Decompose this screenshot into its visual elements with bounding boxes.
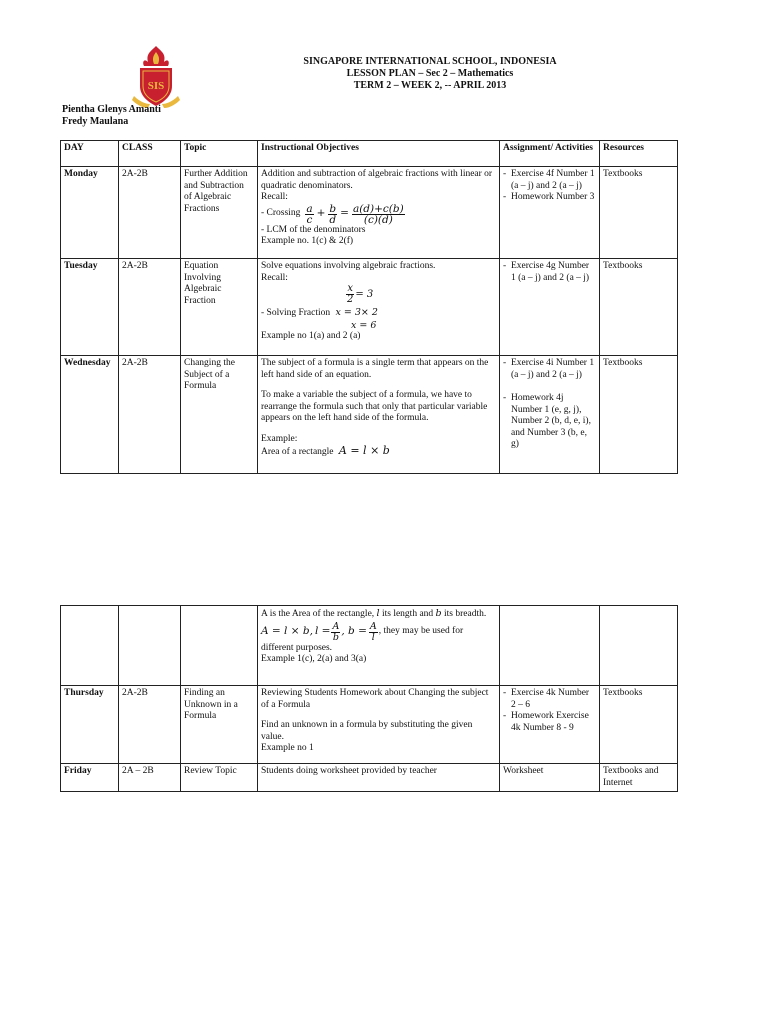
column-header-resources: Resources	[600, 141, 678, 167]
day-cell: Monday	[61, 167, 119, 259]
teacher-name: Pientha Glenys Amanti	[62, 104, 161, 115]
solving-result: x = 6	[351, 319, 377, 331]
numerator: a(d)+c(b)	[352, 202, 404, 215]
resources-cell: Textbooks	[600, 167, 678, 259]
assignment-cell	[500, 167, 600, 259]
continuation-text: different purposes.	[261, 642, 333, 653]
objectives-cell	[258, 356, 500, 474]
example-text: Example no. 1(c) & 2(f)	[261, 236, 354, 246]
column-header-assignment: Assignment/ Activities	[500, 141, 600, 167]
table-row	[61, 606, 678, 686]
day-cell: Friday	[61, 764, 119, 792]
topic-cell: Changing the Subject of a Formula	[181, 356, 258, 474]
topic-cell	[181, 606, 258, 686]
topic-cell: Review Topic	[181, 764, 258, 792]
class-cell: 2A-2B	[119, 686, 181, 764]
example-text: Example no 1(a) and 2 (a)	[261, 331, 361, 341]
denominator: 2	[347, 294, 354, 305]
numerator: A	[332, 620, 340, 632]
resources-cell: Textbooks and Internet	[600, 764, 678, 792]
day-cell: Wednesday	[61, 356, 119, 474]
numerator: x	[347, 283, 353, 294]
assignment-item: - Homework 4j Number 1 (e, g, j), Number 2 (b, d, e, i), and Number 3 (b, e, g)	[503, 393, 595, 451]
denominator: d	[329, 213, 337, 226]
text-fragment: its breadth.	[444, 609, 487, 619]
resources-cell	[600, 606, 678, 686]
table-header-row	[61, 141, 678, 167]
table-row	[61, 167, 678, 259]
example-text: Example no 1	[261, 743, 314, 753]
area-label: Area of a rectangle	[261, 447, 334, 457]
objectives-cell	[258, 606, 500, 686]
text-fragment: A is the Area of the rectangle,	[261, 609, 375, 619]
solving-label: - Solving Fraction	[261, 308, 331, 318]
area-formula: A = l × b	[338, 444, 390, 457]
assignment-item: - Exercise 4g Number 1 (a – j) and 2 (a – j)	[503, 261, 595, 284]
numerator: b	[329, 202, 337, 215]
table-row	[61, 356, 678, 474]
day-cell: Thursday	[61, 686, 119, 764]
column-header-topic: Topic	[181, 141, 258, 167]
objectives-cell	[258, 259, 500, 356]
assignment-item: - Exercise 4k Number 2 – 6	[503, 688, 595, 711]
class-cell	[119, 606, 181, 686]
denominator: c	[306, 213, 313, 226]
school-logo	[130, 44, 182, 110]
rearrange-formula	[261, 622, 495, 643]
topic-cell: Finding an Unknown in a Formula	[181, 686, 258, 764]
objective-text: Reviewing Students Homework about Changing the subject of a Formula	[261, 688, 489, 710]
text-fragment: , they may be used for	[378, 626, 464, 637]
topic-cell: Further Addition and Subtraction of Algebraic Fractions	[181, 167, 258, 259]
class-cell: 2A – 2B	[119, 764, 181, 792]
objective-text: Addition and subtraction of algebraic fractions with linear or quadratic denominators.	[261, 169, 493, 191]
objective-text: Find an unknown in a formula by substituting the given value.	[261, 720, 473, 742]
assignment-item: - Exercise 4f Number 1 (a – j) and 2 (a – j)	[503, 169, 595, 192]
area-line	[261, 445, 495, 459]
teacher-names	[62, 104, 161, 128]
crossing-label: - Crossing	[261, 208, 301, 219]
resources-cell: Textbooks	[600, 356, 678, 474]
assignment-cell	[500, 606, 600, 686]
teacher-name: Fredy Maulana	[62, 116, 129, 127]
flame-icon	[143, 46, 169, 66]
solving-line	[261, 307, 495, 320]
table-row	[61, 259, 678, 356]
objectives-cell: Students doing worksheet provided by teacher	[258, 764, 500, 792]
continuation-text	[261, 608, 495, 621]
assignment-cell: Worksheet	[500, 764, 600, 792]
class-cell: 2A-2B	[119, 167, 181, 259]
topic-cell: Equation Involving Algebraic Fraction	[181, 259, 258, 356]
day-cell: Tuesday	[61, 259, 119, 356]
lesson-plan-table-continued	[60, 605, 678, 792]
assignment-item: - Homework Exercise 4k Number 8 - 9	[503, 711, 595, 734]
math-symbol: b	[435, 608, 442, 619]
objective-text: Solve equations involving algebraic fractions.	[261, 261, 436, 271]
text-fragment: its length and	[381, 609, 434, 619]
example-label: Example:	[261, 433, 298, 444]
formula-part: , b =	[341, 625, 367, 638]
numerator: A	[369, 620, 377, 632]
example-text: Example 1(c), 2(a) and 3(a)	[261, 654, 367, 664]
equals-three: = 3	[355, 288, 374, 300]
column-header-class: CLASS	[119, 141, 181, 167]
objective-text: To make a variable the subject of a formula, we have to rearrange the formula such that only that particular variable appears on the left hand side of the formula.	[261, 390, 488, 423]
crossing-formula	[261, 204, 495, 225]
formula-part: A = l × b,	[261, 625, 313, 638]
numerator: a	[306, 202, 313, 215]
recall-label: Recall:	[261, 192, 288, 202]
denominator: b	[332, 631, 339, 643]
formula-part: l =	[314, 625, 331, 638]
plus-sign: +	[316, 207, 326, 220]
lcm-text: - LCM of the denominators	[261, 224, 366, 235]
column-header-day: DAY	[61, 141, 119, 167]
solving-step: x = 3× 2	[335, 307, 378, 318]
term-title: TERM 2 – WEEK 2, -- APRIL 2013	[353, 80, 507, 91]
math-symbol: l	[376, 608, 380, 619]
class-cell: 2A-2B	[119, 356, 181, 474]
table-row	[61, 764, 678, 792]
plan-title: LESSON PLAN – Sec 2 – Mathematics	[346, 68, 514, 79]
denominator: l	[371, 631, 375, 643]
logo-text: SIS	[147, 80, 165, 92]
equals-sign: =	[340, 207, 349, 220]
resources-cell: Textbooks	[600, 259, 678, 356]
objectives-cell	[258, 167, 500, 259]
class-cell: 2A-2B	[119, 259, 181, 356]
document-header	[230, 56, 630, 92]
school-name: SINGAPORE INTERNATIONAL SCHOOL, INDONESIA	[303, 56, 557, 67]
assignment-item: - Homework Number 3	[503, 192, 595, 204]
table-row	[61, 686, 678, 764]
column-header-objectives: Instructional Objectives	[258, 141, 500, 167]
assignment-cell	[500, 356, 600, 474]
day-cell	[61, 606, 119, 686]
lesson-plan-table	[60, 140, 678, 474]
objective-text: The subject of a formula is a single term that appears on the left hand side of an equation.	[261, 358, 489, 380]
resources-cell: Textbooks	[600, 686, 678, 764]
recall-formula	[345, 284, 373, 305]
assignment-cell	[500, 259, 600, 356]
objectives-cell	[258, 686, 500, 764]
denominator: (c)(d)	[363, 213, 393, 226]
assignment-item: - Exercise 4i Number 1 (a – j) and 2 (a – j)	[503, 358, 595, 381]
recall-label: Recall:	[261, 272, 288, 283]
assignment-cell	[500, 686, 600, 764]
